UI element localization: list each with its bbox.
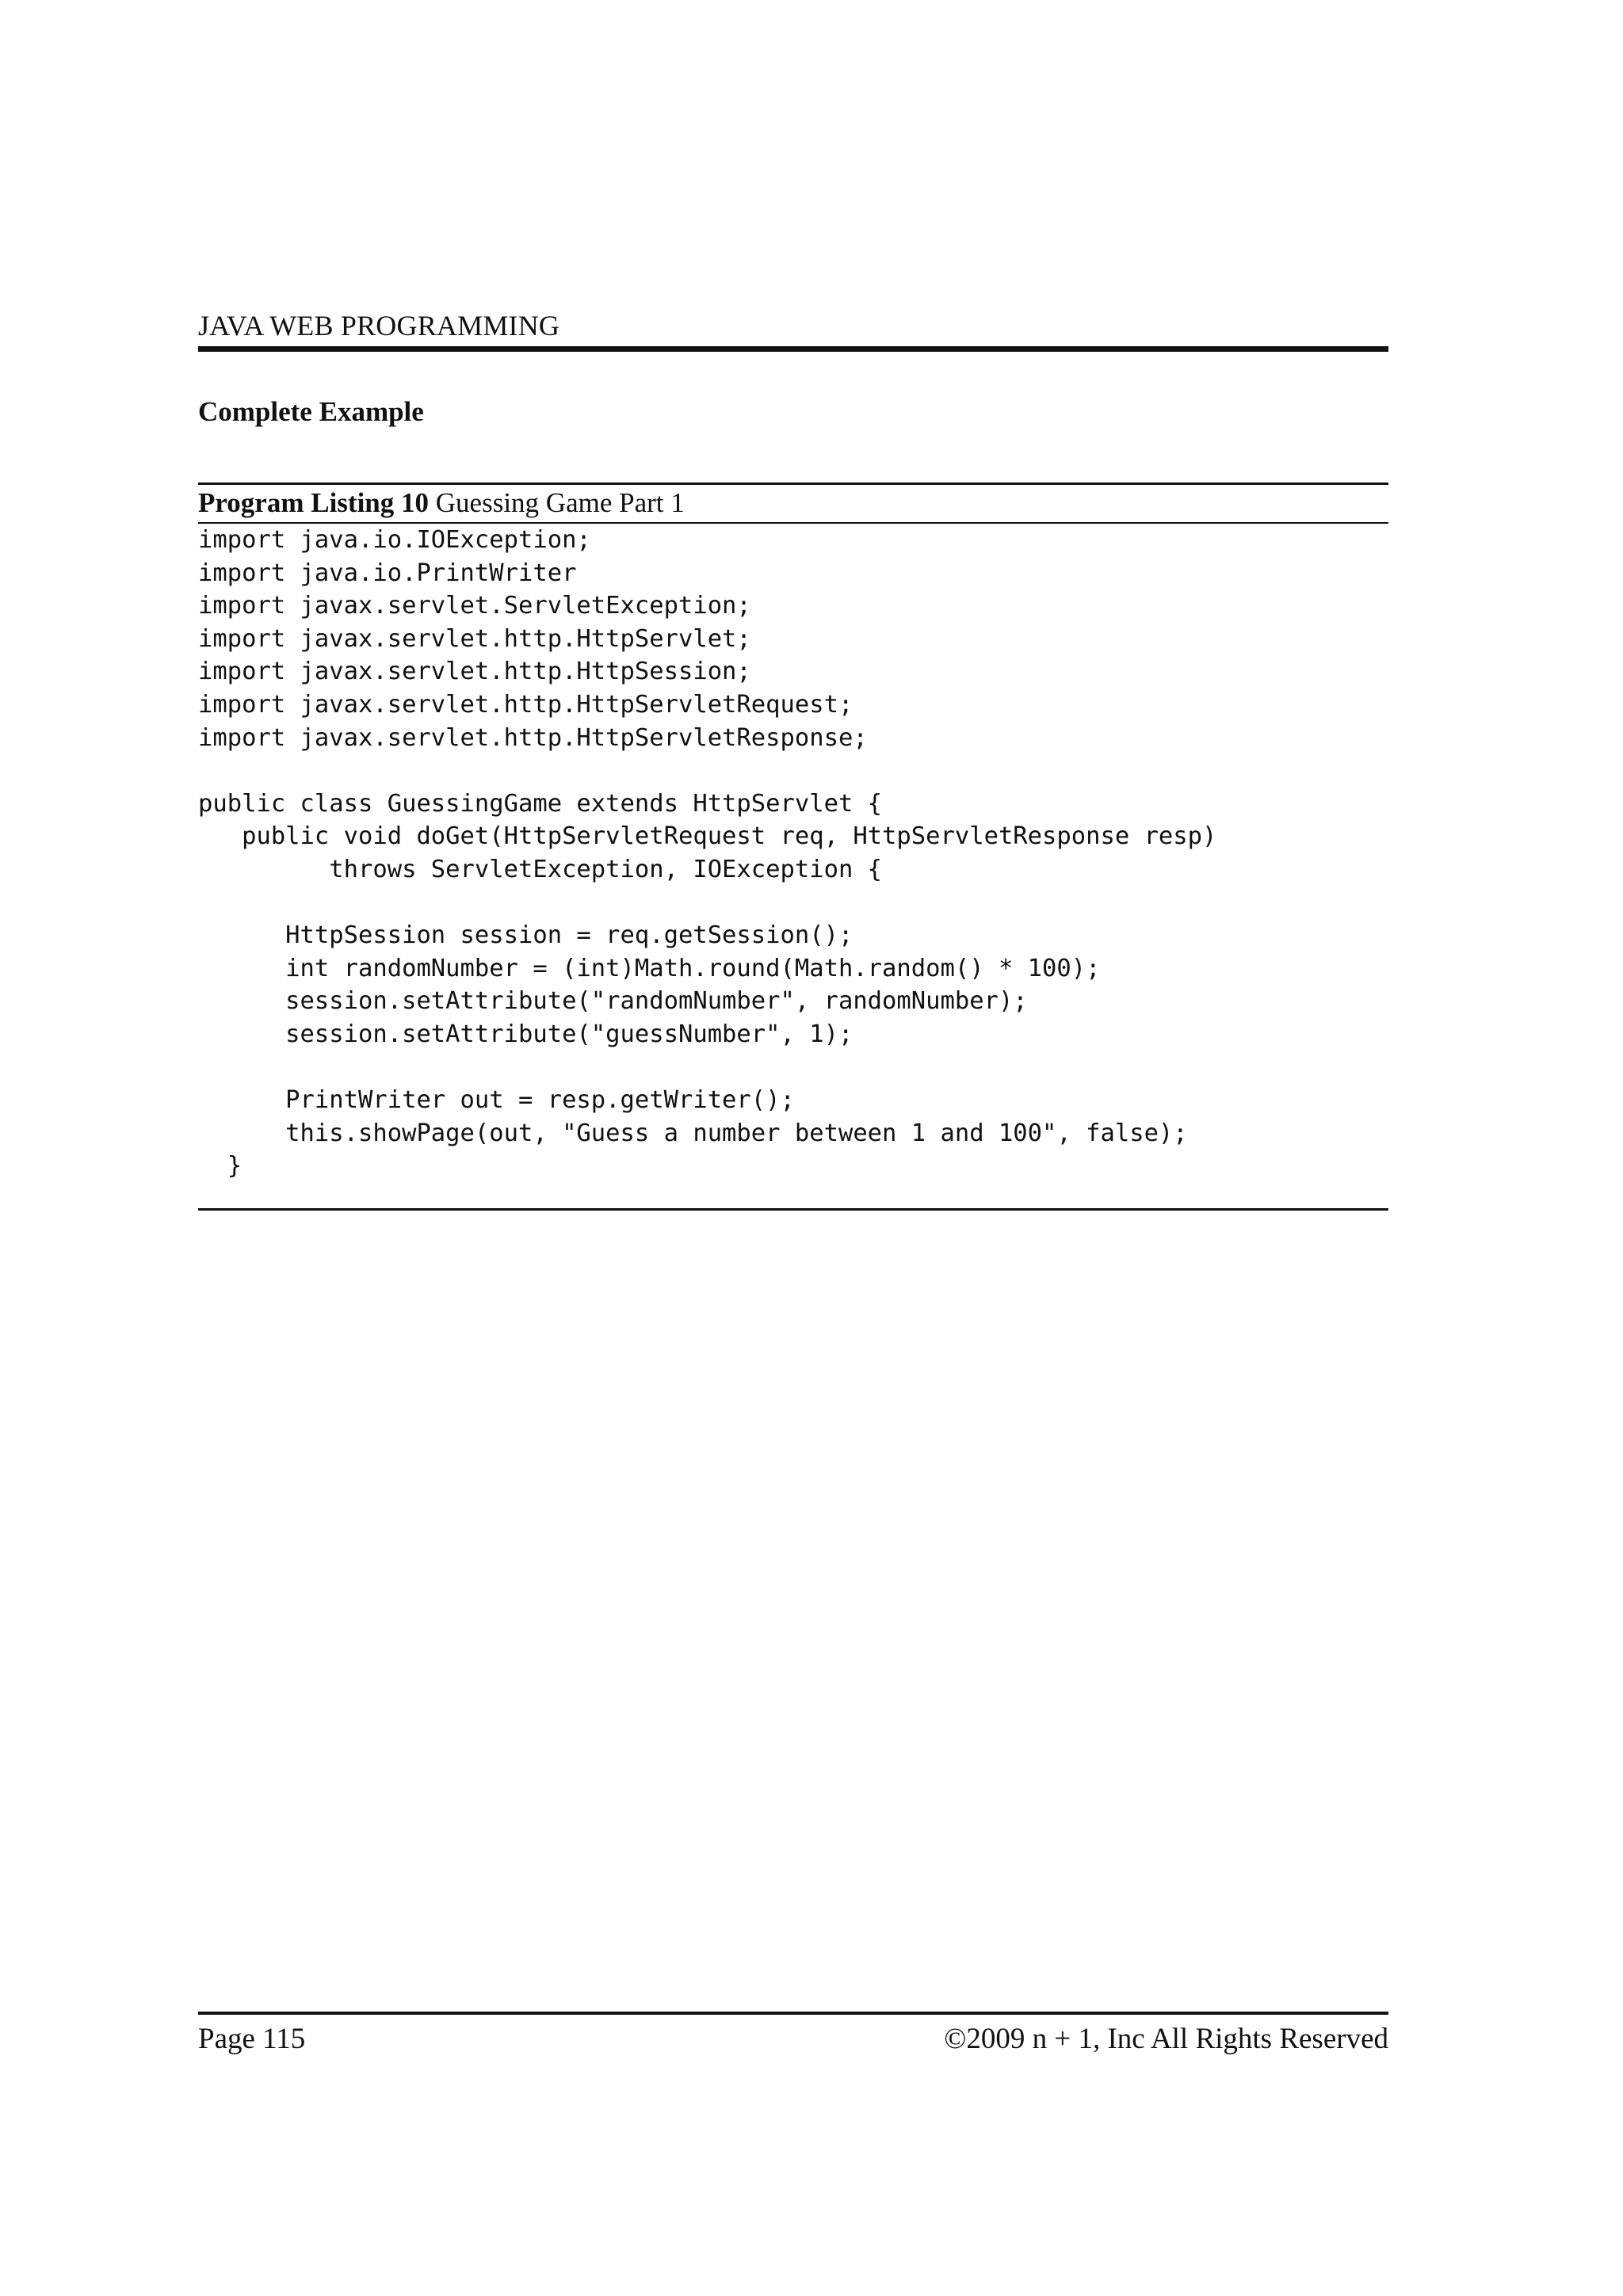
code-line: PrintWriter out = resp.getWriter(); (198, 1086, 795, 1115)
code-line: } (198, 1152, 242, 1180)
code-line: public void doGet(HttpServletRequest req, HttpServletResponse resp) (198, 822, 1217, 851)
code-line (198, 1051, 1388, 1085)
code-line: this.showPage(out, "Guess a number between 1 and 100", false); (198, 1119, 1188, 1147)
code-line: import javax.servlet.http.HttpServletResponse; (198, 723, 868, 752)
code-line: HttpSession session = req.getSession(); (198, 921, 854, 950)
code-line (198, 754, 1388, 788)
code-line: session.setAttribute("guessNumber", 1); (198, 1020, 854, 1048)
code-line: import java.io.IOException; (198, 526, 591, 554)
listing-bottom-rule (198, 1208, 1388, 1211)
listing-title: Guessing Game Part 1 (435, 487, 685, 518)
listing-label: Program Listing 10 (198, 487, 430, 518)
code-line: throws ServletException, IOException { (198, 855, 883, 883)
section-heading: Complete Example (198, 396, 424, 427)
code-line: import java.io.PrintWriter (198, 559, 577, 587)
code-line: public class GuessingGame extends HttpServlet { (198, 789, 883, 818)
code-line: import javax.servlet.http.HttpSession; (198, 658, 751, 686)
footer-rule (198, 2012, 1388, 2015)
page-number: Page 115 (198, 2023, 306, 2055)
header-rule (198, 346, 1388, 352)
copyright-notice: ©2009 n + 1, Inc All Rights Reserved (944, 2023, 1388, 2055)
document-page (198, 0, 1388, 2296)
code-line (198, 887, 1388, 920)
code-line: import javax.servlet.ServletException; (198, 592, 751, 620)
code-line: import javax.servlet.http.HttpServletRequest; (198, 690, 854, 719)
running-header: JAVA WEB PROGRAMMING (198, 310, 560, 341)
code-line: int randomNumber = (int)Math.round(Math.random() * 100); (198, 954, 1101, 982)
listing-caption (198, 485, 685, 521)
code-line: import javax.servlet.http.HttpServlet; (198, 624, 751, 653)
code-line: session.setAttribute("randomNumber", randomNumber); (198, 987, 1028, 1016)
code-listing (198, 524, 1388, 1183)
